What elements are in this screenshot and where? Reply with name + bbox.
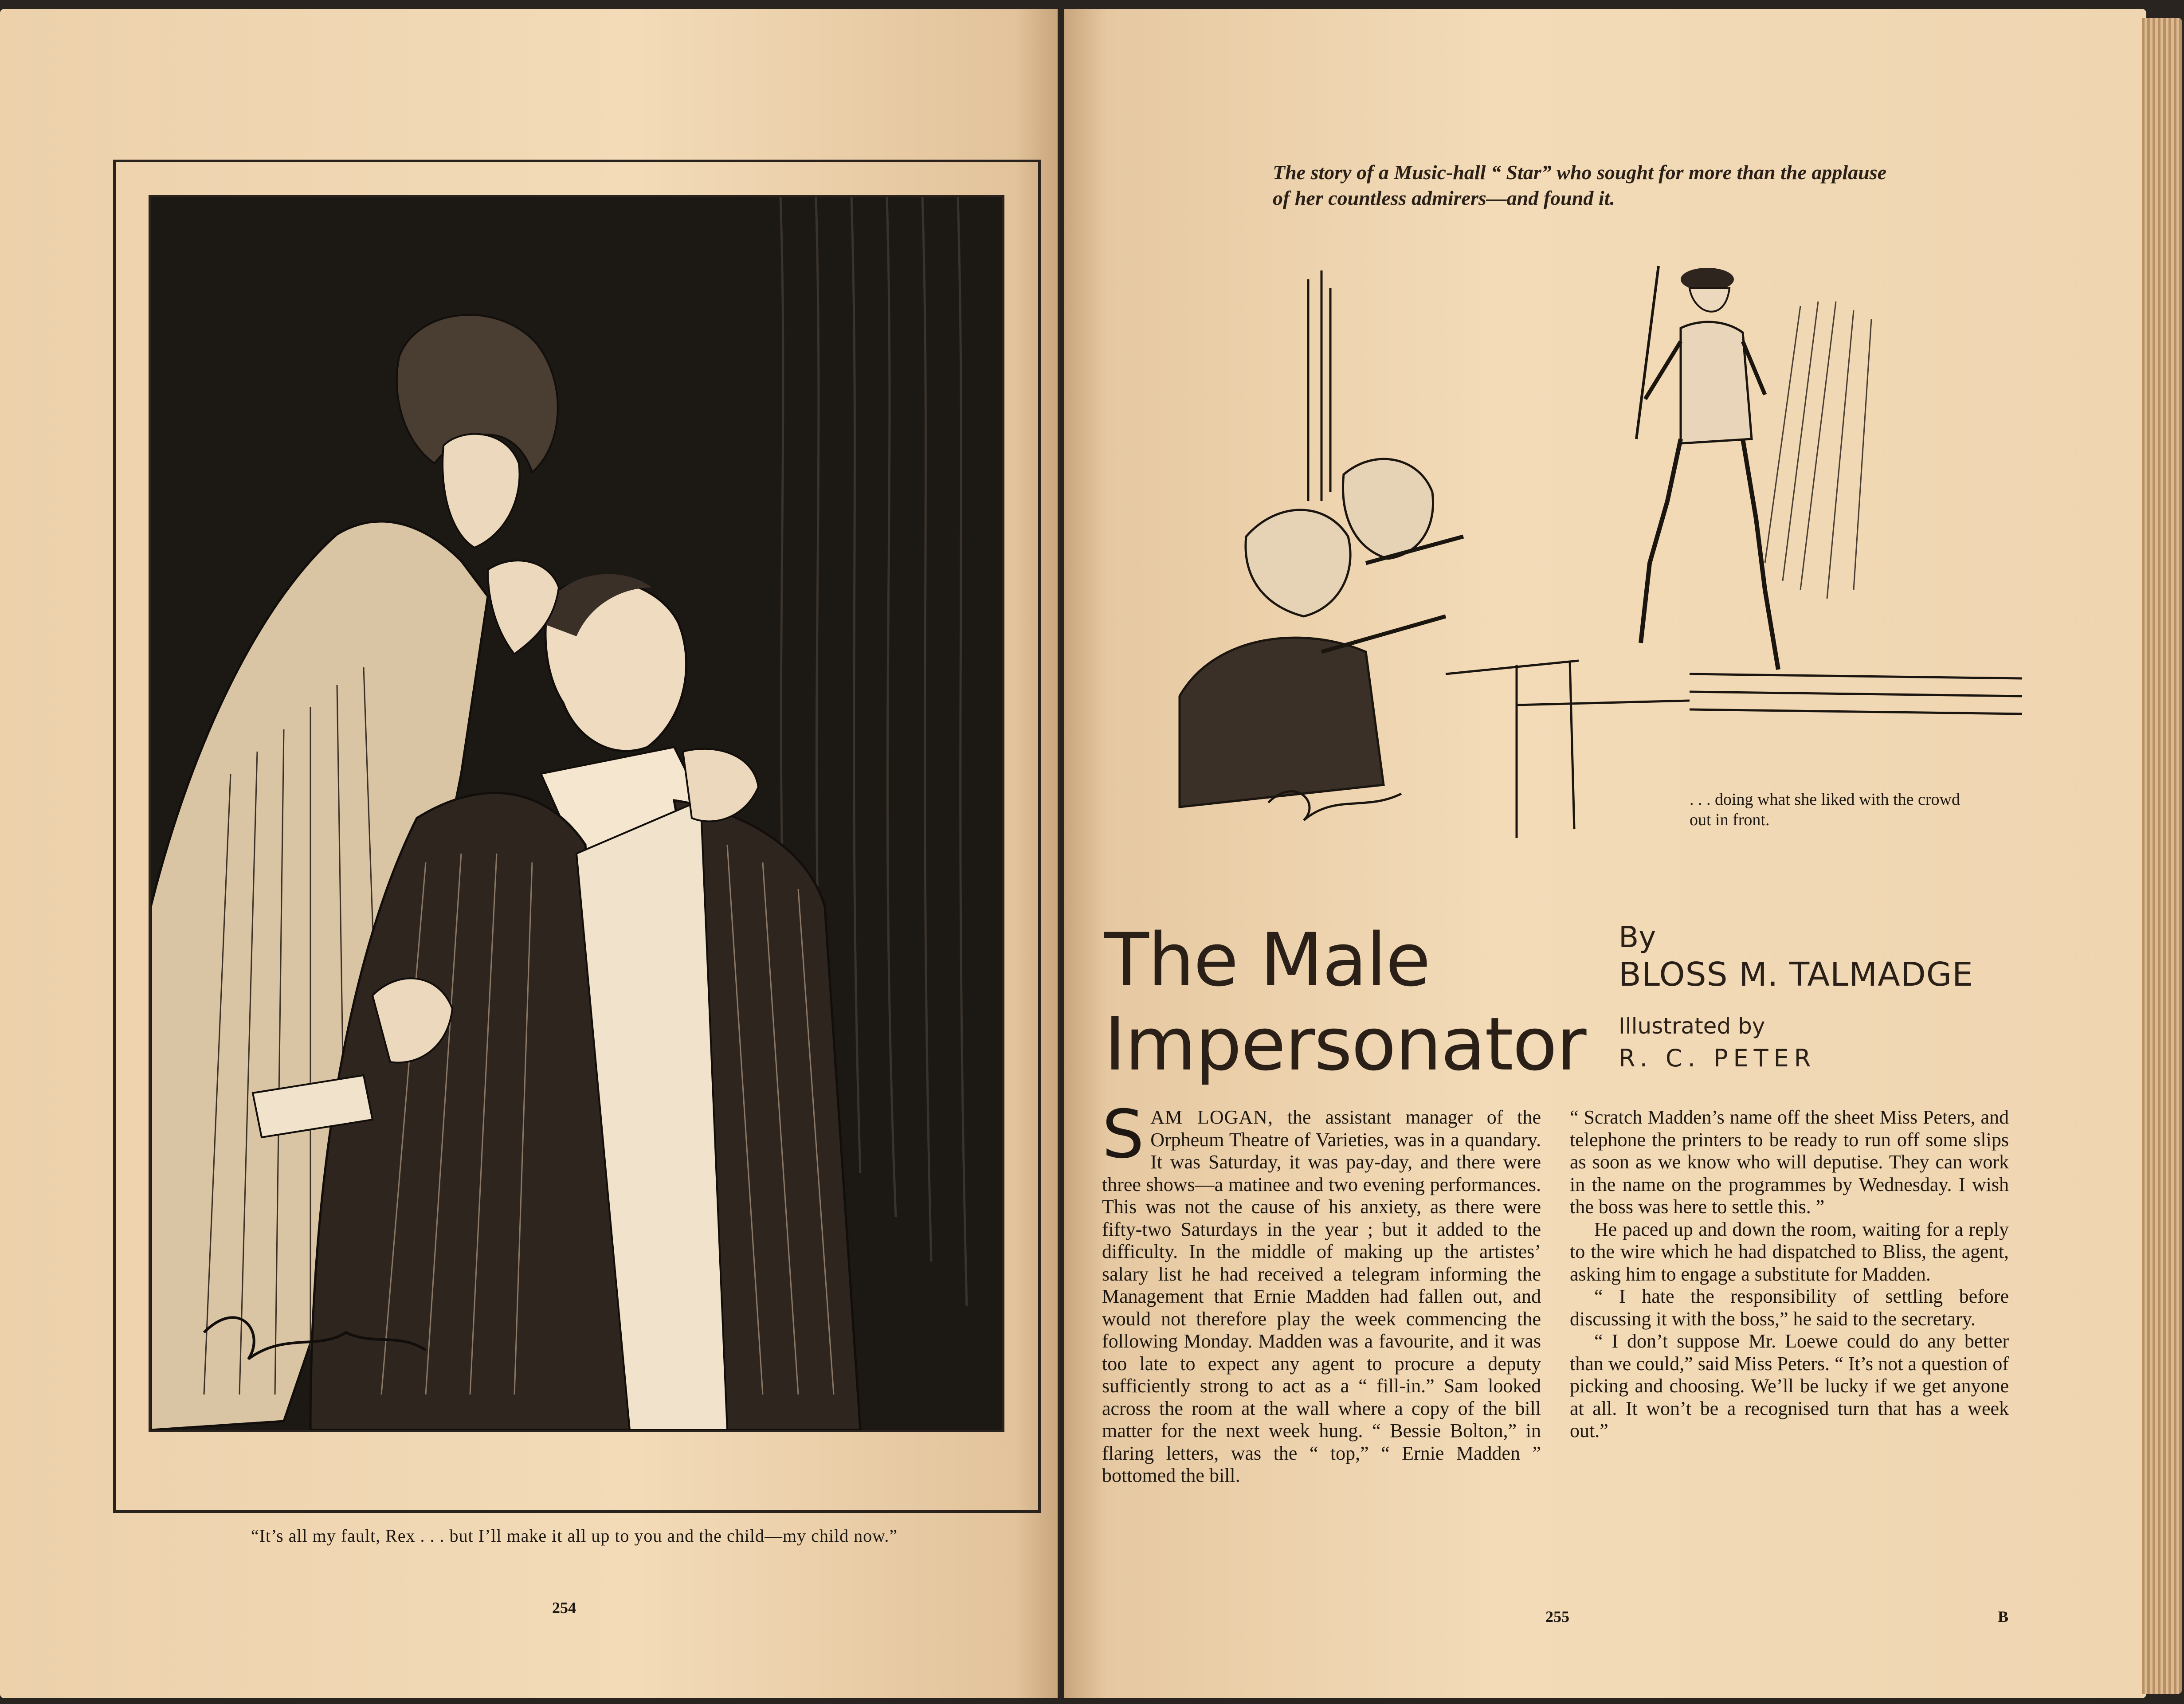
illustrated-by-label: Illustrated by: [1619, 1013, 1765, 1039]
story-title: [1104, 918, 1592, 1086]
text-column-1: [1102, 1096, 1541, 1487]
paragraph: [1102, 1096, 1541, 1487]
lead-in: AM LOGAN,: [1150, 1106, 1273, 1128]
title-line-1: The Male: [1104, 917, 1430, 1003]
paragraph: “ I don’t suppose Mr. Loewe could do any better than we could,” said Miss Peters. “ It’s not a question of picking and choosing. We’ll be lucky if we get anyone at all. It won’t be a recognised turn that has a week out.”: [1570, 1330, 2009, 1442]
author-name: BLOSS M. TALMADGE: [1619, 956, 1973, 994]
paragraph-text: the assistant manager of the Orpheum Theatre of Varieties, was in a quandary. It was Saturday, it was pay-day, and there were three shows—a matinee and two evening performances. This was not the cause of his anxiety, as there were fifty-two Saturdays in the year ; but it added to the difficulty. In the middle of making up the artistes’ salary list he had received a telegram informing the Management that Ernie Madden had fallen out, and would not therefore play the week commencing the following Monday. Madden was a favourite, and it was too late to expect any agent to procure a deputy sufficiently strong to act as a “ fill-in.” Sam looked across the room at the wall where a copy of the bill matter for the next week hung. “ Bessie Bolton,” in flaring letters, was the “ top,” “ Ernie Madden ” bottomed the bill.: [1102, 1106, 1541, 1486]
couple-illustration: [151, 197, 1002, 1430]
byline-by: By: [1619, 920, 1656, 954]
plate-caption: “It’s all my fault, Rex . . . but I’ll make it all up to you and the child—my child now.”: [251, 1526, 898, 1546]
paragraph: He paced up and down the room, waiting for a reply to the wire which he had dispatched to Bliss, the agent, asking him to engage a substitute for Madden.: [1570, 1218, 2009, 1285]
page-number-right: 255: [1545, 1608, 1569, 1626]
signature-mark: B: [1998, 1608, 2009, 1626]
illustrator-name: R. C. PETER: [1619, 1044, 1816, 1072]
page-edge: [2142, 18, 2182, 1694]
drop-cap: S: [1102, 1096, 1145, 1173]
story-intro: The story of a Music-hall “ Star” who sought for more than the applause of her countless admirers—and found it.: [1273, 161, 1887, 209]
text-column-2: [1570, 1106, 2009, 1442]
page-number-left: 254: [552, 1599, 576, 1617]
paragraph: “ I hate the responsibility of settling before discussing it with the boss,” he said to the secretary.: [1570, 1285, 2009, 1330]
title-line-2: Impersonator: [1104, 1002, 1586, 1087]
paragraph: “ Scratch Madden’s name off the sheet Miss Peters, and telephone the printers to be ready to run off some slips as soon as we know who will deputise. They can work in the name on the programmes by Wednesday. I wish the boss was here to settle this. ”: [1570, 1106, 2009, 1218]
illustration-caption: . . . doing what she liked with the crowd out in front.: [1690, 790, 1961, 829]
illustration-plate: [149, 195, 1004, 1432]
